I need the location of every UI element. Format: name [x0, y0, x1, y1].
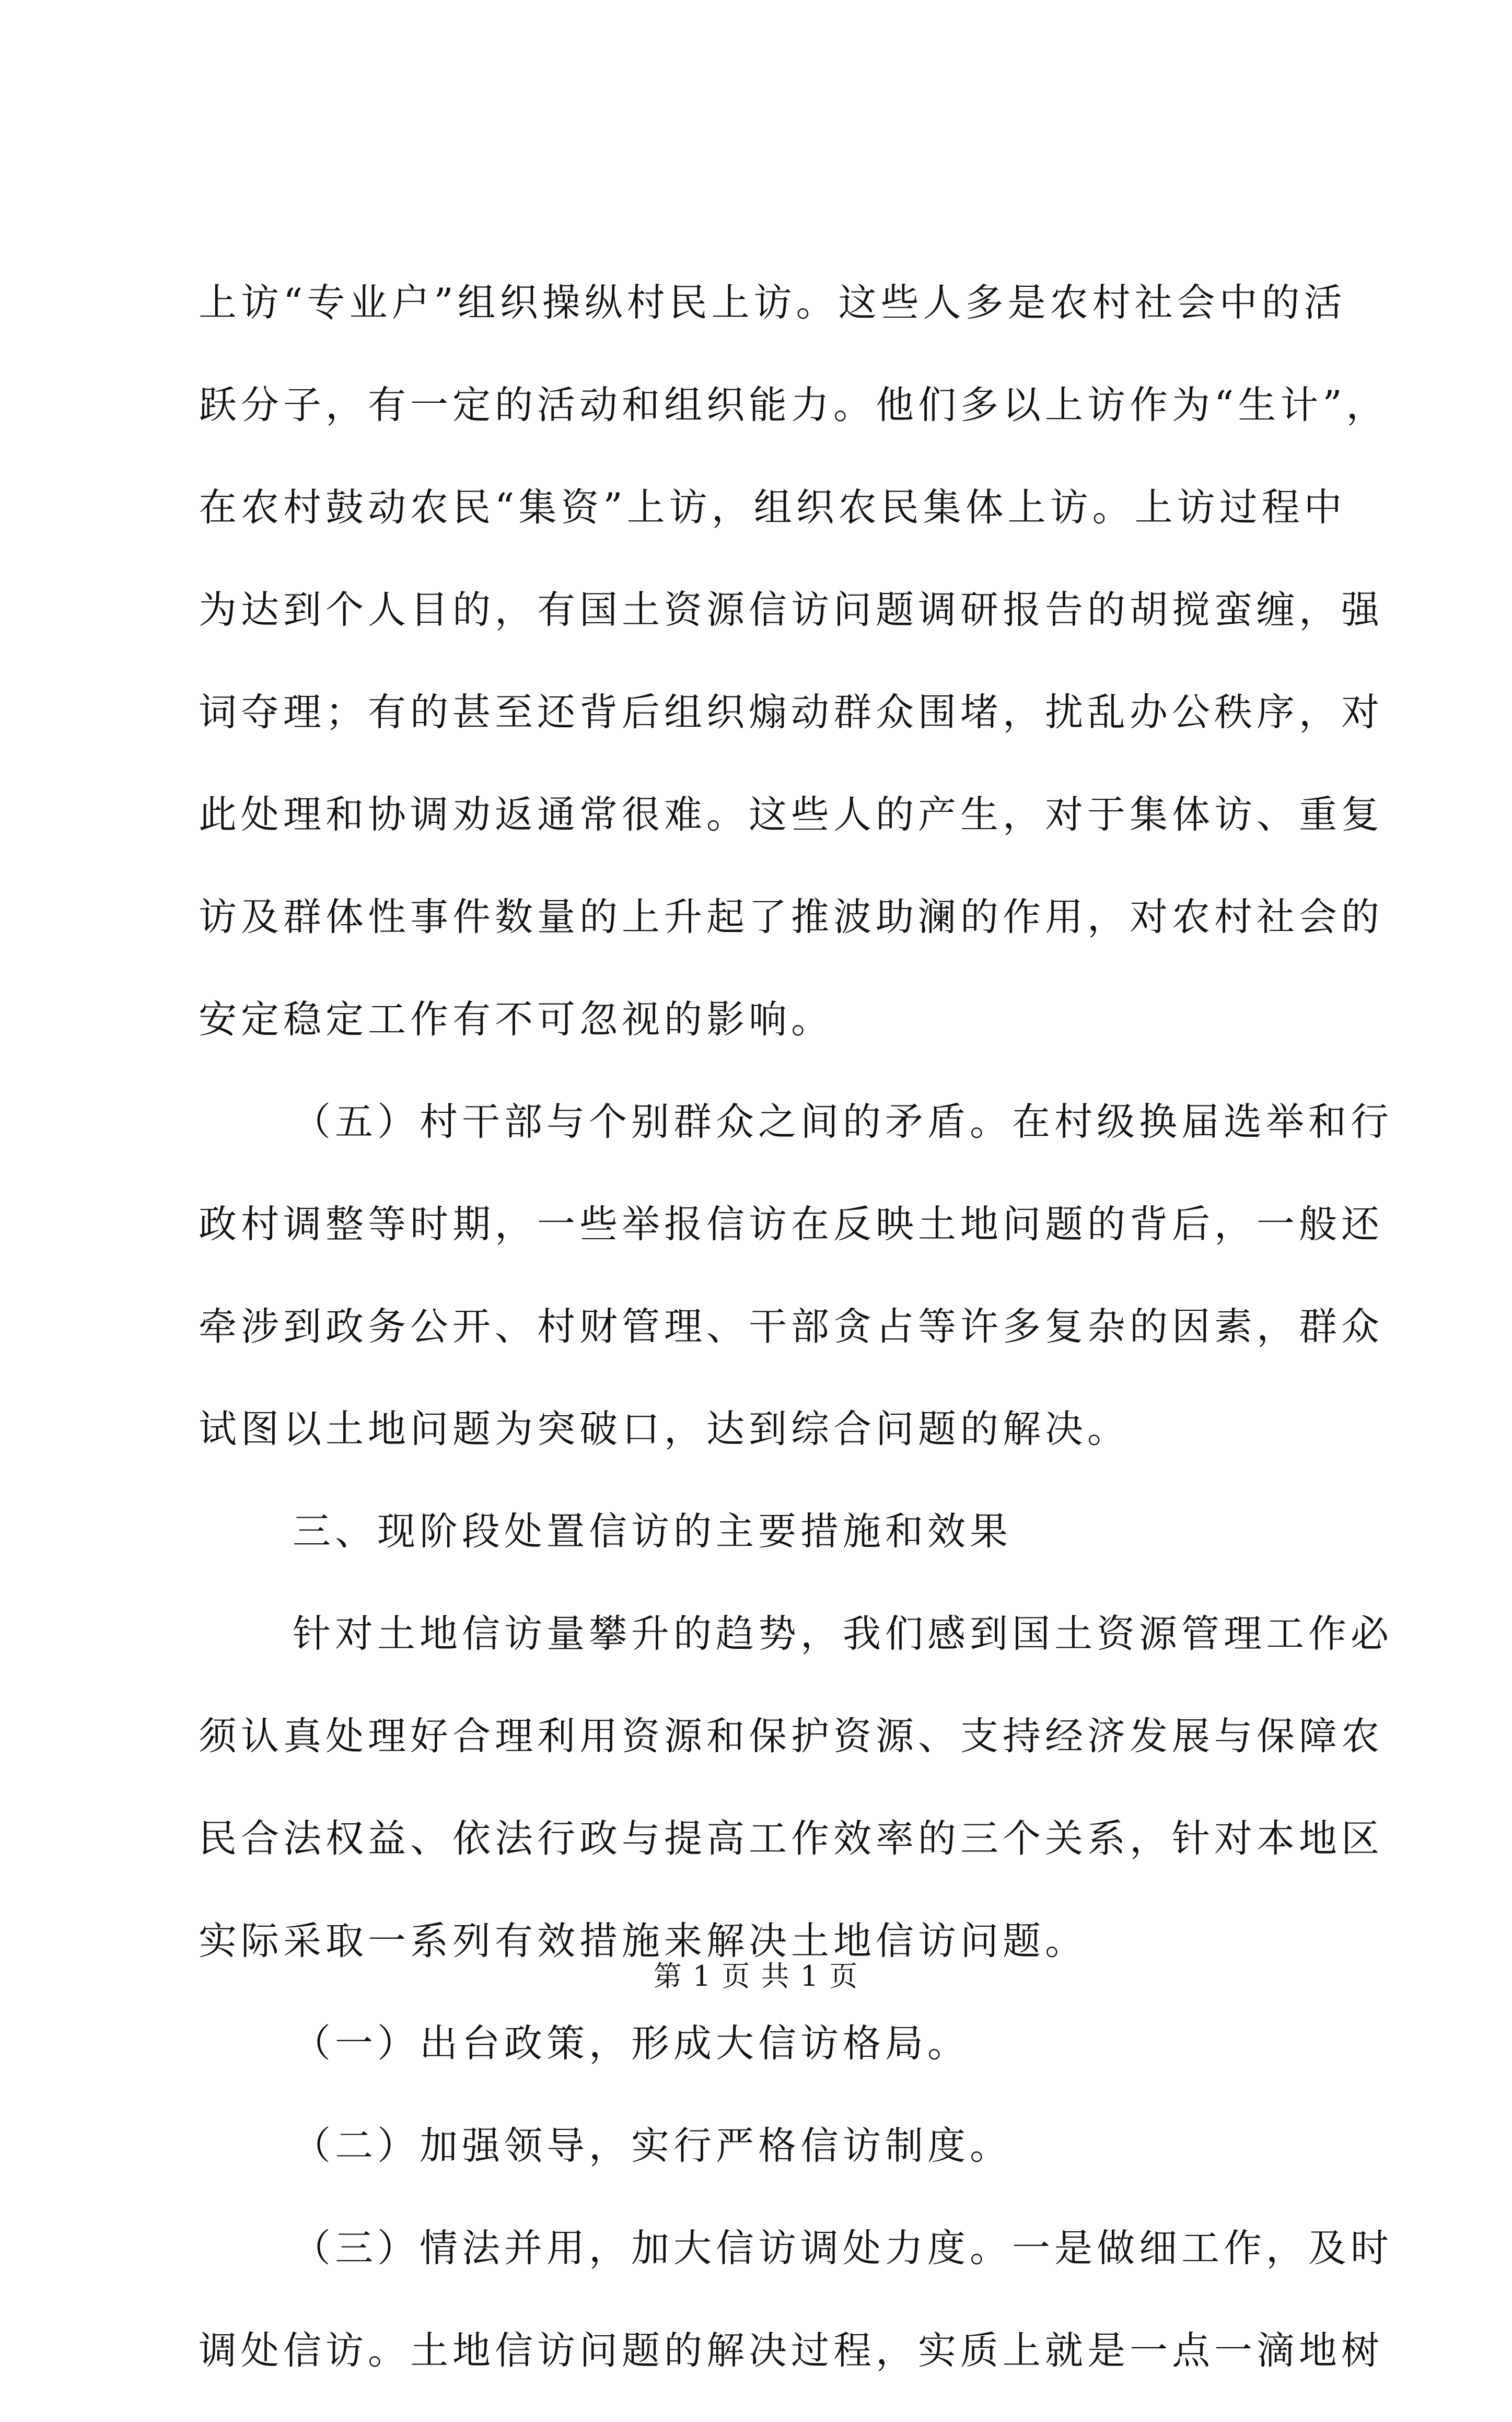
paragraph-line: 政村调整等时期，一些举报信访在反映土地问题的背后，一般还 [199, 1202, 1383, 1247]
paragraph-line: 调处信访。土地信访问题的解决过程，实质上就是一点一滴地树 [199, 2328, 1383, 2373]
paragraph-line: 民合法权益、依法行政与提高工作效率的三个关系，针对本地区 [199, 1817, 1383, 1861]
paragraph-line: 词夺理；有的甚至还背后组织煽动群众围堵，扰乱办公秩序，对 [199, 690, 1383, 735]
paragraph-line: 牵涉到政务公开、村财管理、干部贪占等许多复杂的因素，群众 [199, 1305, 1383, 1349]
paragraph-line: 须认真处理好合理利用资源和保护资源、支持经济发展与保障农 [199, 1714, 1383, 1759]
paragraph-line: 在农村鼓动农民“集资”上访，组织农民集体上访。上访过程中 [199, 485, 1346, 530]
paragraph-line: 试图以土地问题为突破口，达到综合问题的解决。 [199, 1407, 1130, 1451]
subheading-line: （一）出台政策，形成大信访格局。 [293, 2021, 970, 2066]
page-footer: 第 1 页 共 1 页 [653, 1960, 859, 1993]
paragraph-line: 为达到个人目的，有国土资源信访问题调研报告的胡搅蛮缠，强 [199, 588, 1383, 632]
section-heading: 三、现阶段处置信访的主要措施和效果 [293, 1509, 1012, 1554]
paragraph-line: 实际采取一系列有效措施来解决土地信访问题。 [199, 1919, 1087, 1963]
paragraph-line: 安定稳定工作有不可忽视的影响。 [199, 997, 833, 1042]
document-body [199, 272, 1393, 2422]
paragraph-line: 针对土地信访量攀升的趋势，我们感到国土资源管理工作必 [293, 1612, 1393, 1656]
paragraph-line: 跃分子，有一定的活动和组织能力。他们多以上访作为“生计”， [199, 383, 1389, 427]
paragraph-line: 此处理和协调劝返通常很难。这些人的产生，对于集体访、重复 [199, 793, 1383, 837]
paragraph-line: 上访“专业户”组织操纵村民上访。这些人多是农村社会中的活 [199, 281, 1346, 325]
subheading-line: （三）情法并用，加大信访调处力度。一是做细工作，及时 [293, 2226, 1393, 2270]
paragraph-line: 访及群体性事件数量的上升起了推波助澜的作用，对农村社会的 [199, 895, 1383, 939]
subheading-line: （二）加强领导，实行严格信访制度。 [293, 2124, 1012, 2168]
section-heading-line: （五）村干部与个别群众之间的矛盾。在村级换届选举和行 [293, 1100, 1393, 1144]
